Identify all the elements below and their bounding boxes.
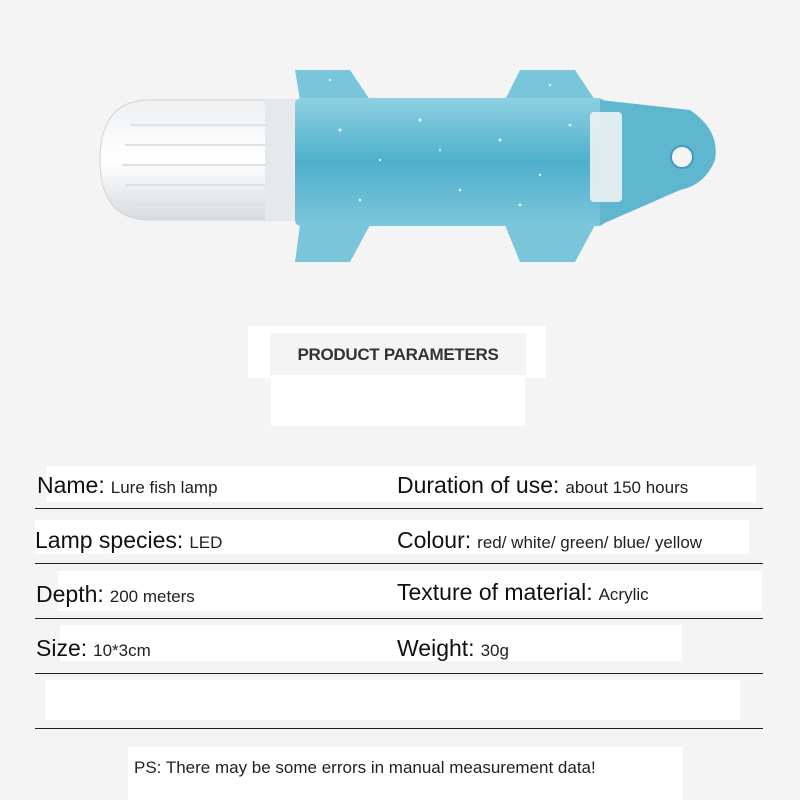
- lamp-body: [295, 98, 605, 226]
- param-duration: Duration of use: about 150 hours: [397, 472, 689, 498]
- param-depth: Depth: 200 meters: [36, 581, 195, 607]
- param-size: Size: 10*3cm: [36, 635, 151, 661]
- measurement-note: PS: There may be some errors in manual measurement data!: [134, 758, 596, 777]
- param-name: Name: Lure fish lamp: [37, 472, 218, 498]
- param-weight: Weight: 30g: [397, 635, 509, 661]
- param-material: Texture of material: Acrylic: [397, 579, 649, 605]
- param-colour: Colour: red/ white/ green/ blue/ yellow: [397, 527, 703, 553]
- lure-fish-lamp-image: [0, 0, 800, 300]
- section-title: PRODUCT PARAMETERS: [270, 333, 526, 375]
- param-lamp-species: Lamp species: LED: [35, 527, 223, 553]
